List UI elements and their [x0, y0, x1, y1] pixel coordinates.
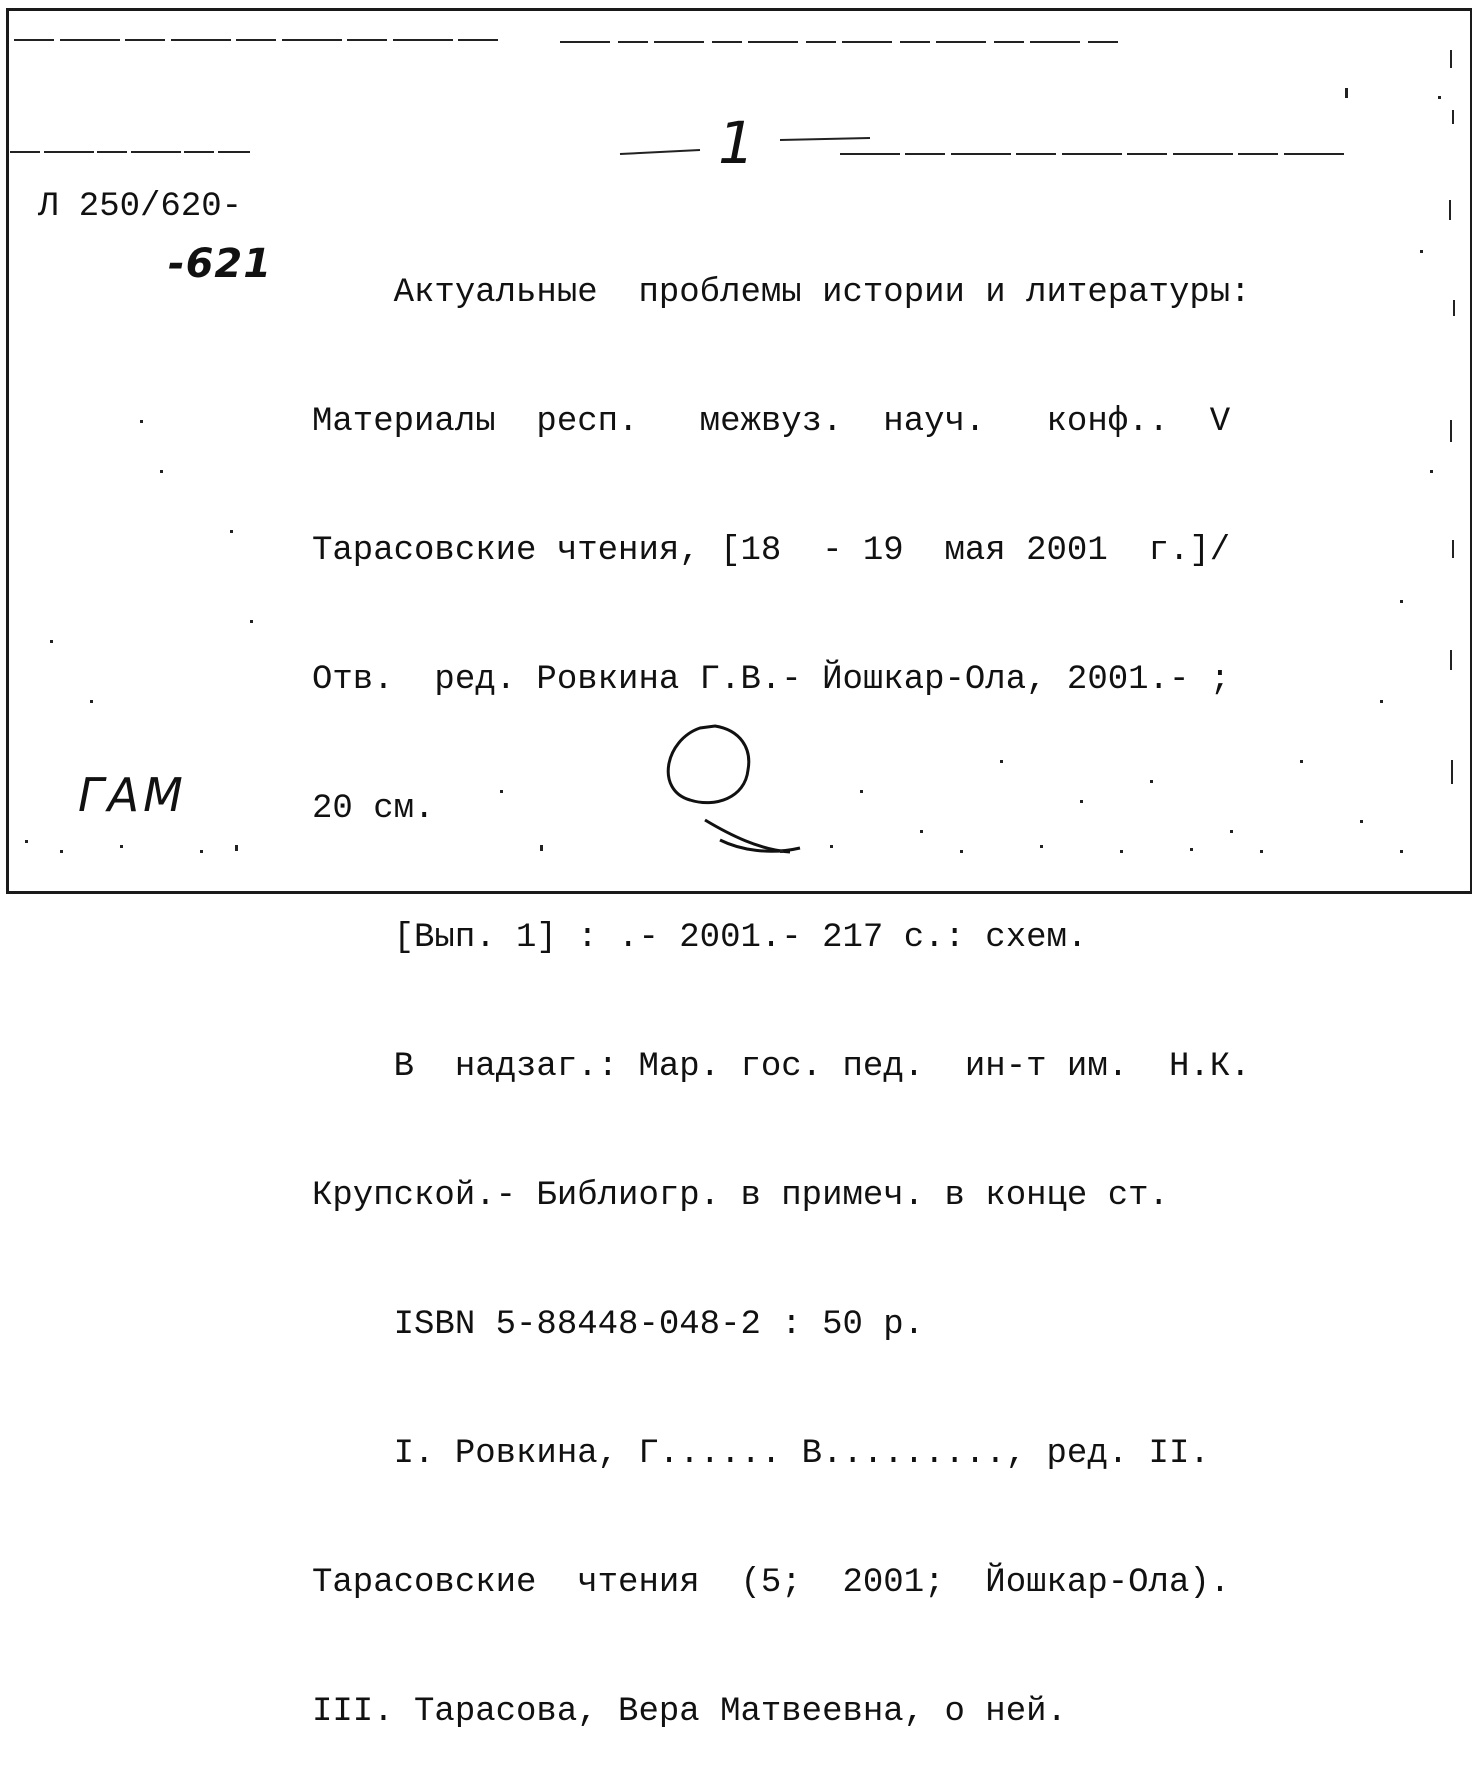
call-number-line1: Л 250/620-	[38, 188, 243, 226]
entry-line: В надзаг.: Мар. гос. пед. ин-т им. Н.К.	[312, 1048, 1251, 1086]
entry-line: Актуальные проблемы истории и литературы:	[312, 274, 1251, 312]
entry-line: Отв. ред. Ровкина Г.В.- Йошкар-Ола, 2001.- ;	[312, 661, 1231, 699]
entry-line: Материалы респ. межвуз. науч. конф.. V	[312, 403, 1231, 441]
entry-line: III. Тарасова, Вера Матвеевна, о ней.	[312, 1693, 1067, 1731]
entry-line: Тарасовские чтения, [18 - 19 мая 2001 г.]/	[312, 532, 1231, 570]
bibliographic-entry	[312, 186, 1251, 1777]
entry-line: ISBN 5-88448-048-2 : 50 р.	[312, 1306, 925, 1344]
call-number-line2: -621	[168, 241, 273, 287]
handwritten-note: ГАМ	[78, 768, 187, 822]
entry-line: I. Ровкина, Г...... В........., ред. II.	[312, 1435, 1210, 1473]
card-number: 1	[718, 109, 755, 177]
entry-line: 20 см.	[312, 790, 435, 828]
entry-line: Тарасовские чтения (5; 2001; Йошкар-Ола).	[312, 1564, 1231, 1602]
entry-line: [Вып. 1] : .- 2001.- 217 с.: схем.	[312, 919, 1088, 957]
entry-line: Крупской.- Библиогр. в примеч. в конце ст.	[312, 1177, 1169, 1215]
